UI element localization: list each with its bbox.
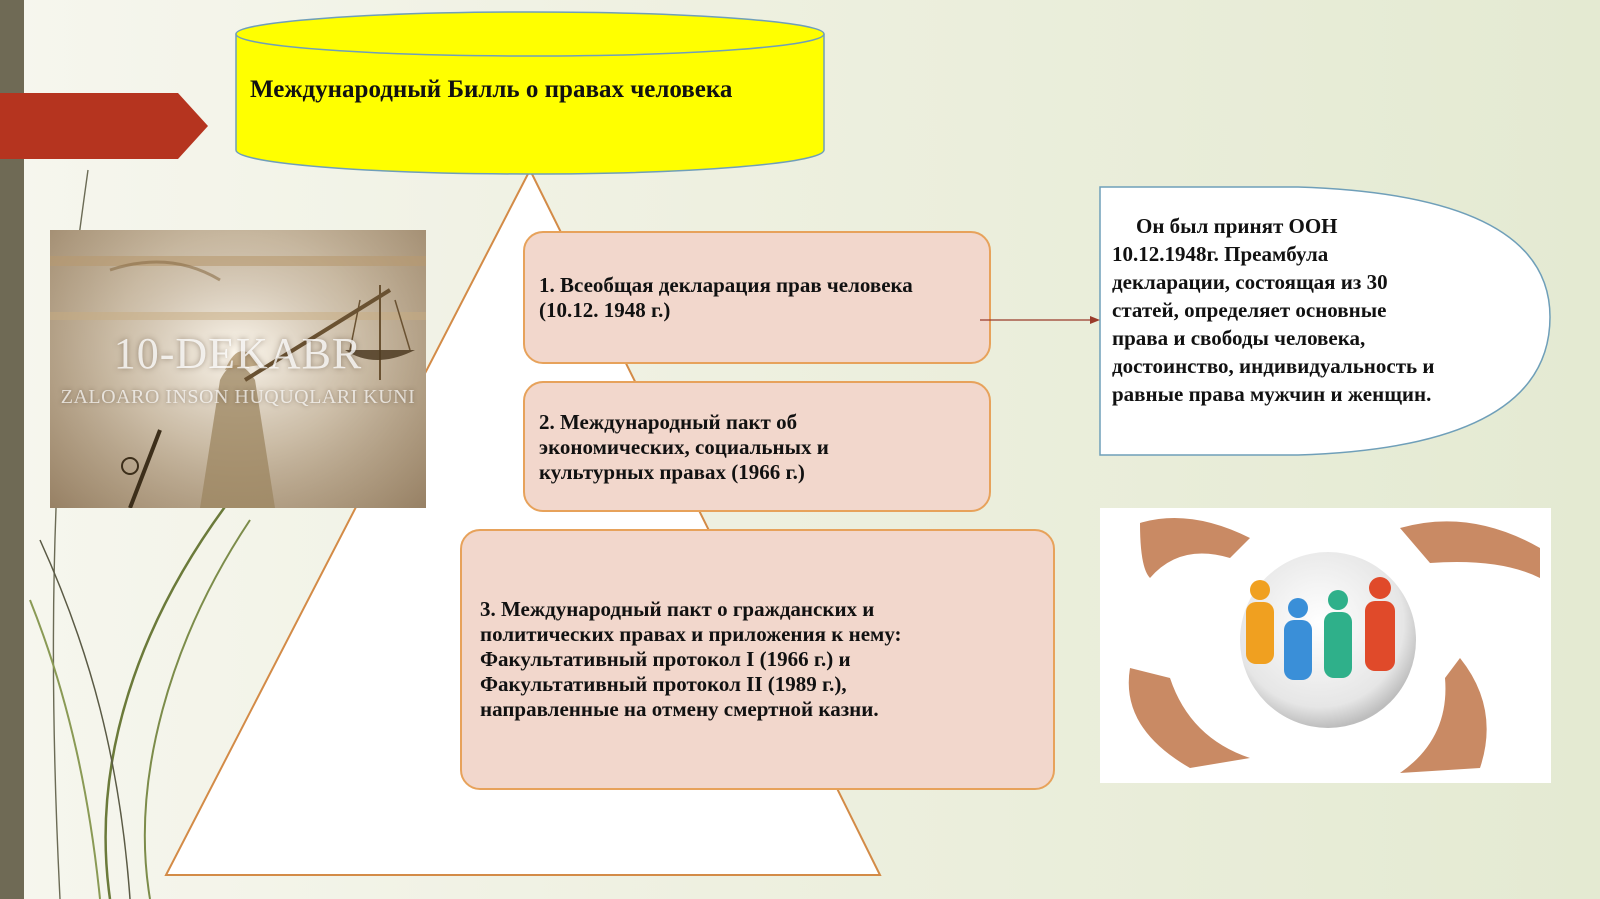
- callout-line-2: 10.12.1948г. Преамбула: [1112, 242, 1329, 266]
- item-box-1: [523, 231, 991, 364]
- item-box-2: [523, 381, 991, 512]
- item-3-line-3: Факультативный протокол I (1966 г.) и: [480, 647, 851, 671]
- item-3-line-4: Факультативный протокол II (1989 г.),: [480, 672, 847, 696]
- photo-caption-title: 10-DEKABR: [113, 329, 363, 378]
- item-1-line-2: (10.12. 1948 г.): [539, 298, 671, 322]
- callout-line-6: достоинство, индивидуальность и: [1112, 354, 1435, 378]
- callout-line-7: равные права мужчин и женщин.: [1112, 382, 1432, 406]
- item-3-line-1: 3. Международный пакт о гражданских и: [480, 597, 875, 621]
- photo-caption-subtitle: ZALOARO INSON HUQUQLARI KUNI: [60, 386, 416, 408]
- callout-line-5: права и свободы человека,: [1112, 326, 1366, 350]
- page-title: Международный Билль о правах человека: [250, 76, 733, 103]
- callout-text: [1112, 212, 1502, 408]
- people-in-hands-image: [1100, 508, 1551, 783]
- callout-line-4: статей, определяет основные: [1112, 298, 1387, 322]
- people-hands-photo: [1100, 508, 1551, 783]
- item-2-line-3: культурных правах (1966 г.): [539, 460, 805, 484]
- callout-line-1: Он был принят ООН: [1136, 214, 1338, 238]
- item-3-line-2: политических правах и приложения к нему:: [480, 622, 902, 646]
- item-box-3: [460, 529, 1055, 790]
- item-2-line-2: экономических, социальных и: [539, 435, 829, 459]
- item-1-line-1: 1. Всеобщая декларация прав человека: [539, 273, 913, 297]
- item-3-line-5: направленные на отмену смертной казни.: [480, 697, 879, 721]
- item-2-line-1: 2. Международный пакт об: [539, 410, 798, 434]
- justice-photo: [50, 230, 426, 508]
- callout-line-3: декларации, состоящая из 30: [1112, 270, 1388, 294]
